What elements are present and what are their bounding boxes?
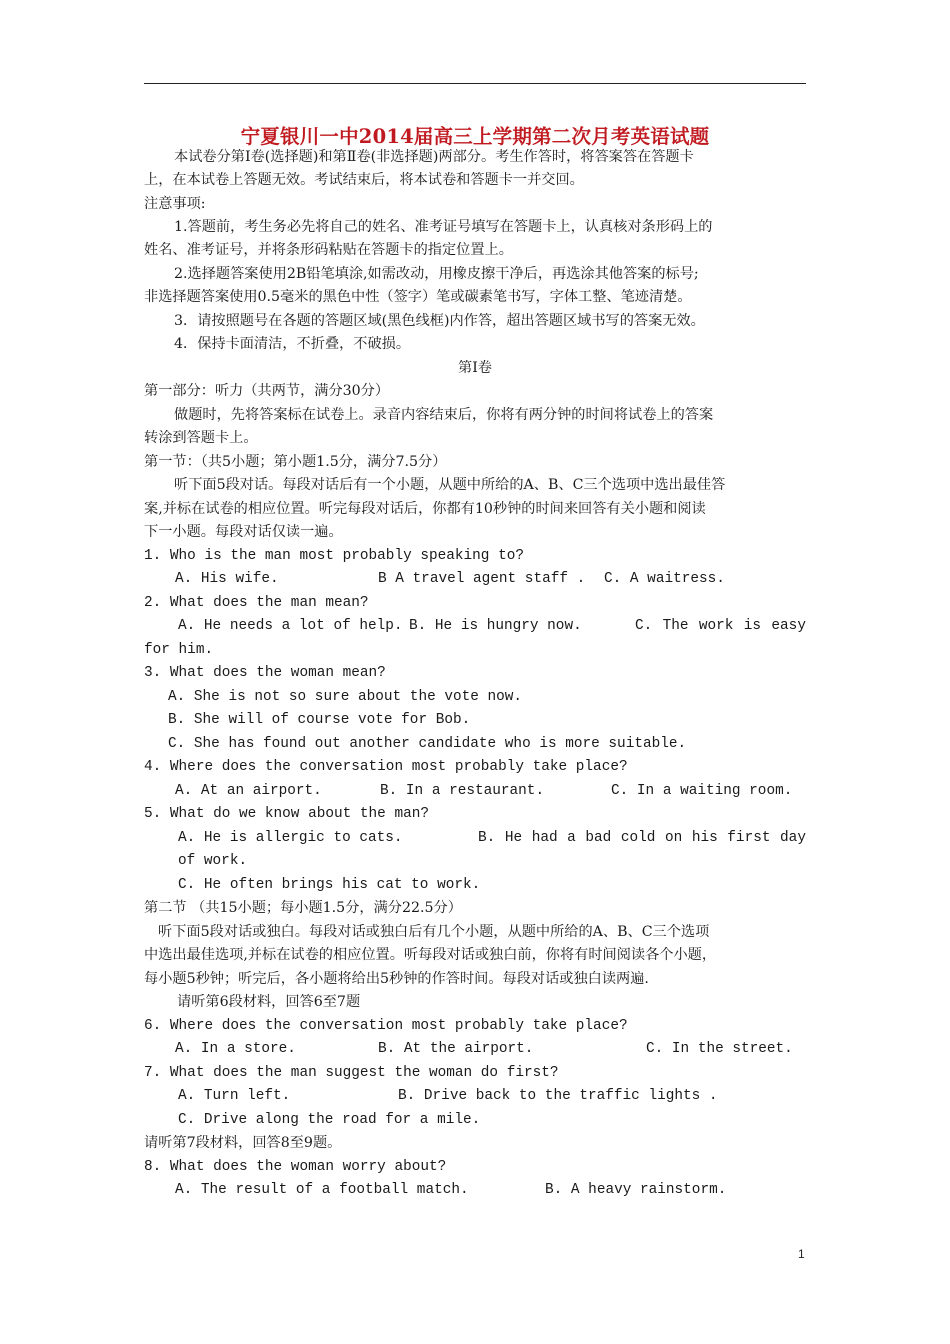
question-5-option-b-word: He: [504, 830, 523, 846]
part1-instruction-1: 做题时，先将答案标在试卷上。录音内容结束后，你将有两分钟的时间将试卷上的答案: [174, 407, 714, 423]
question-7-option-c: C. Drive along the road for a mile.: [178, 1112, 481, 1128]
section1-instruction-2: 案,并标在试卷的相应位置。听完每段对话后，你都有10秒钟的时间来回答有关小题和阅读: [144, 501, 706, 517]
question-3-option-a: A. She is not so sure about the vote now.: [168, 689, 523, 705]
question-2-option-c-word: C.: [635, 618, 653, 634]
question-5-option-b-word: cold: [620, 830, 656, 846]
question-2-option-a: A. He needs a lot of help.: [178, 618, 403, 634]
question-6-option-c: C. In the street.: [646, 1041, 793, 1057]
volume-heading: 第Ⅰ卷: [458, 360, 492, 376]
material-7-instruction: 请听第7段材料，回答8至9题。: [144, 1135, 342, 1151]
question-8-option-b: B. A heavy rainstorm.: [545, 1182, 727, 1198]
question-4-stem: 4. Where does the conversation most probably take place?: [144, 759, 628, 775]
notes-heading: 注意事项:: [144, 196, 206, 212]
question-2-option-c: [635, 615, 806, 638]
question-1-stem: 1. Who is the man most probably speaking to?: [144, 548, 524, 564]
question-5-option-b-word: his: [691, 830, 718, 846]
question-5-option-b-word: bad: [585, 830, 612, 846]
question-1-option-a: A. His wife.: [175, 571, 279, 587]
question-2-option-c-word: The: [662, 618, 689, 634]
section1-heading: 第一节：（共5小题；第小题1.5分，满分7.5分）: [144, 454, 447, 470]
section2-instruction-1: 听下面5段对话或独白。每段对话或独白后有几个小题，从题中所给的A、B、C三个选项: [158, 924, 710, 940]
question-2-option-c-word: easy: [771, 618, 806, 634]
question-6-stem: 6. Where does the conversation most probably take place?: [144, 1018, 628, 1034]
question-1-option-b: B A travel agent staff .: [378, 571, 586, 587]
question-5-option-b-word: first: [727, 830, 771, 846]
question-7-option-b: B. Drive back to the traffic lights .: [398, 1088, 718, 1104]
header-rule: [144, 83, 806, 84]
question-5-option-b-word: had: [531, 830, 558, 846]
section2-heading: 第二节 （共15小题；每小题1.5分，满分22.5分）: [144, 900, 462, 916]
material-6-instruction: 请听第6段材料，回答6至7题: [177, 994, 361, 1010]
question-5-option-b-word: on: [664, 830, 683, 846]
note-1-line-1: 1.答题前，考生务必先将自己的姓名、准考证号填写在答题卡上，认真核对条形码上的: [174, 219, 713, 235]
question-8-stem: 8. What does the woman worry about?: [144, 1159, 447, 1175]
section1-instruction-3: 下一小题。每段对话仅读一遍。: [144, 524, 343, 540]
note-2-line-1: 2.选择题答案使用2B铅笔填涂,如需改动，用橡皮擦干净后，再选涂其他答案的标号;: [174, 266, 699, 282]
intro-line-2: 上，在本试卷上答题无效。考试结束后，将本试卷和答题卡一并交回。: [144, 172, 584, 188]
note-2-line-2: 非选择题答案使用0.5毫米的黑色中性（签字）笔或碳素笔书写，字体工整、笔迹清楚。: [144, 289, 692, 305]
question-7-option-a: A. Turn left.: [178, 1088, 291, 1104]
intro-line-1: 本试卷分第Ⅰ卷(选择题)和第Ⅱ卷(非选择题)两部分。考生作答时，将答案答在答题卡: [174, 149, 694, 165]
question-4-option-b: B. In a restaurant.: [380, 783, 545, 799]
question-8-option-a: A. The result of a football match.: [175, 1182, 469, 1198]
question-3-option-b: B. She will of course vote for Bob.: [168, 712, 471, 728]
question-5-option-b-word: B.: [478, 830, 496, 846]
question-5-option-a: A. He is allergic to cats.: [178, 830, 403, 846]
note-1-line-2: 姓名、准考证号，并将条形码粘贴在答题卡的指定位置上。: [144, 242, 513, 258]
question-3-stem: 3. What does the woman mean?: [144, 665, 386, 681]
question-5-option-c: C. He often brings his cat to work.: [178, 877, 481, 893]
question-5-stem: 5. What do we know about the man?: [144, 806, 429, 822]
part1-instruction-2: 转涂到答题卡上。: [144, 430, 258, 446]
page-number: 1: [798, 1247, 805, 1261]
question-5-option-b-word: a: [567, 830, 576, 846]
question-2-option-c-word: is: [743, 618, 762, 634]
question-2-option-c-continued: for him.: [144, 642, 214, 658]
question-1-option-c: C. A waitress.: [604, 571, 725, 587]
question-4-option-c: C. In a waiting room.: [611, 783, 793, 799]
question-5-option-b: [478, 827, 806, 850]
question-5-option-b-continued: of work.: [178, 853, 248, 869]
question-2-option-c-word: work: [698, 618, 734, 634]
section2-instruction-3: 每小题5秒钟；听完后，各小题将给出5秒钟的作答时间。每段对话或独白读两遍.: [144, 971, 649, 987]
question-4-option-a: A. At an airport.: [175, 783, 322, 799]
note-3: 3．请按照题号在各题的答题区域(黑色线框)内作答，超出答题区域书写的答案无效。: [174, 313, 705, 329]
question-2-stem: 2. What does the man mean?: [144, 595, 369, 611]
part1-heading: 第一部分：听力（共两节，满分30分）: [144, 383, 390, 399]
question-6-option-b: B. At the airport.: [378, 1041, 534, 1057]
note-4: 4．保持卡面清洁，不折叠，不破损。: [174, 336, 411, 352]
section2-instruction-2: 中选出最佳选项,并标在试卷的相应位置。听每段对话或独白前，你将有时间阅读各个小题，: [144, 947, 717, 963]
question-5-option-b-word: day: [780, 830, 806, 846]
question-3-option-c: C. She has found out another candidate who is more suitable.: [168, 736, 687, 752]
section1-instruction-1: 听下面5段对话。每段对话后有一个小题，从题中所给的A、B、C三个选项中选出最佳答: [174, 477, 726, 493]
question-6-option-a: A. In a store.: [175, 1041, 296, 1057]
page-title: 宁夏银川一中2014届高三上学期第二次月考英语试题: [240, 125, 710, 148]
question-7-stem: 7. What does the man suggest the woman do first?: [144, 1065, 559, 1081]
question-2-option-b: B. He is hungry now.: [409, 618, 582, 634]
